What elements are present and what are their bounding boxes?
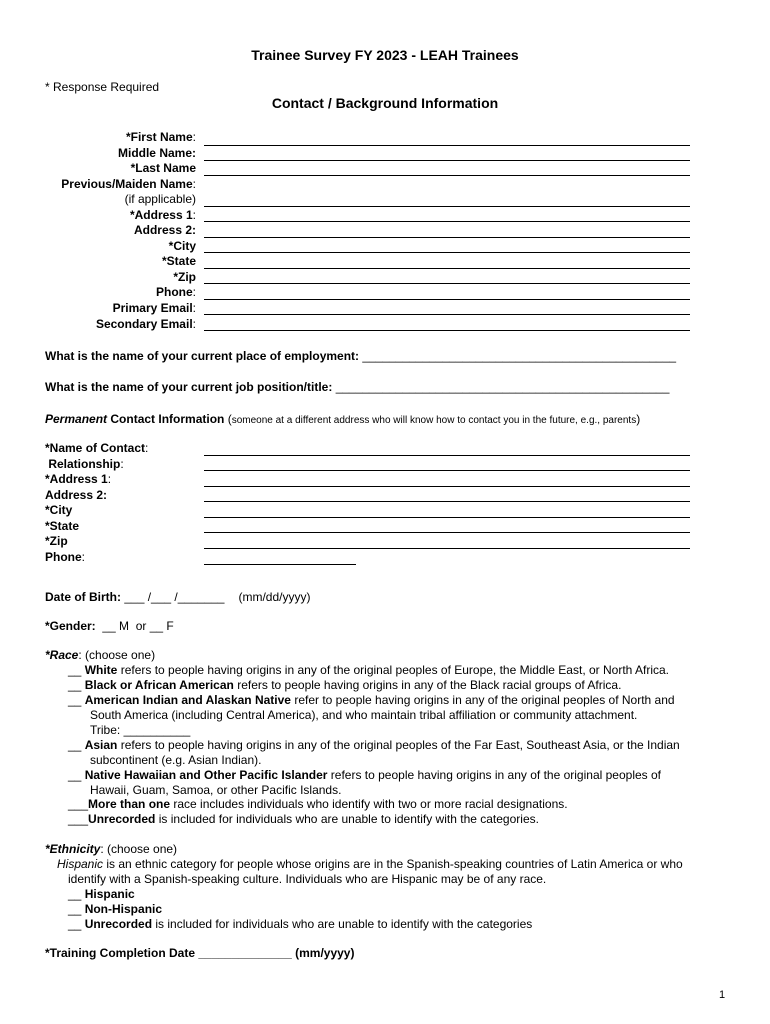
contact-address2-field[interactable] [204, 501, 690, 502]
primary-email-field[interactable] [204, 314, 690, 315]
race-aian-continuation: South America (including Central America), and who maintain tribal affiliation or community attachment. [90, 708, 638, 722]
middle-name-label: Middle Name: [117, 146, 196, 160]
race-asian-continuation: subcontinent (e.g. Asian Indian). [90, 753, 262, 767]
maiden-name-field[interactable] [204, 206, 690, 207]
contact-city-field[interactable] [204, 517, 690, 518]
ethnicity-description: Hispanic is an ethnic category for people whose origins are in the Spanish-speaking countries of Latin America or who [57, 857, 683, 871]
dob-question: Date of Birth: ___ /___ /_______ (mm/dd/yyyy) [45, 590, 311, 604]
ethnicity-option-unrecorded[interactable]: __ Unrecorded is included for individuals who are unable to identify with the categories [68, 917, 533, 931]
primary-email-label: Primary Email: [112, 301, 196, 315]
zip-field[interactable] [204, 283, 690, 284]
employment-place-blank[interactable]: _______________________________________________ [362, 349, 677, 363]
contact-zip-label: *Zip [45, 534, 68, 548]
last-name-label: *Last Name [130, 161, 196, 175]
race-option-aian[interactable]: __ American Indian and Alaskan Native refer to people having origins in any of the original peoples of North and [68, 693, 675, 707]
race-option-unrecorded[interactable]: ___Unrecorded is included for individuals who are unable to identify with the categories. [68, 812, 539, 826]
contact-state-label: *State [45, 519, 80, 533]
address1-label: *Address 1: [129, 208, 196, 222]
training-completion-question[interactable]: *Training Completion Date ______________ (mm/yyyy) [45, 946, 355, 960]
section-title: Contact / Background Information [271, 95, 499, 111]
race-question: *Race: (choose one) [45, 648, 156, 662]
race-option-asian[interactable]: __ Asian refers to people having origins in any of the original peoples of the Far East, Southeast Asia, or the Indian [68, 738, 680, 752]
employment-place-question: What is the name of your current place of employment: _______________________________________________ [45, 349, 677, 363]
ethnicity-option-non-hispanic[interactable]: __ Non-Hispanic [68, 902, 163, 916]
contact-address1-field[interactable] [204, 486, 690, 487]
last-name-field[interactable] [204, 175, 690, 176]
document-title: Trainee Survey FY 2023 - LEAH Trainees [251, 47, 519, 63]
address2-label: Address 2: [133, 223, 196, 237]
contact-name-label: *Name of Contact: [45, 441, 149, 455]
secondary-email-field[interactable] [204, 330, 690, 331]
job-title-blank[interactable]: __________________________________________________ [335, 380, 670, 394]
gender-options[interactable]: __ M or __ F [102, 619, 174, 633]
contact-city-label: *City [45, 503, 73, 517]
ethnicity-option-hispanic[interactable]: __ Hispanic [68, 887, 135, 901]
city-field[interactable] [204, 252, 690, 253]
job-title-question: What is the name of your current job position/title: __________________________________________________ [45, 380, 670, 394]
state-label: *State [161, 254, 196, 268]
middle-name-field[interactable] [204, 160, 690, 161]
contact-phone-label: Phone: [45, 550, 86, 564]
race-option-nhpi[interactable]: __ Native Hawaiian and Other Pacific Islander refers to people having origins in any of the original peoples of [68, 768, 661, 782]
gender-question: *Gender: __ M or __ F [45, 619, 174, 633]
secondary-email-label: Secondary Email: [95, 317, 196, 331]
permanent-contact-heading: Permanent Contact Information (someone at a different address who will know how to contact you in the future, e.g., parents) [45, 412, 641, 426]
contact-address2-label: Address 2: [45, 488, 108, 502]
race-option-more-than-one[interactable]: ___More than one race includes individuals who identify with two or more racial designations. [68, 797, 568, 811]
relationship-field[interactable] [204, 470, 690, 471]
phone-field[interactable] [204, 299, 690, 300]
address2-field[interactable] [204, 237, 690, 238]
race-option-white[interactable]: __ White refers to people having origins in any of the original peoples of Europe, the Middle East, or North Africa. [68, 663, 670, 677]
page-number: 1 [719, 989, 726, 1001]
maiden-name-note: (if applicable) [124, 192, 196, 206]
zip-label: *Zip [173, 270, 196, 284]
dob-blank[interactable]: ___ /___ /_______ [124, 590, 225, 604]
state-field[interactable] [204, 268, 690, 269]
address1-field[interactable] [204, 221, 690, 222]
first-name-label: *First Name: [125, 130, 196, 144]
contact-phone-field[interactable] [204, 564, 356, 565]
contact-zip-field[interactable] [204, 548, 690, 549]
response-required-note: * Response Required [45, 80, 160, 94]
relationship-label: Relationship: [45, 457, 124, 471]
ethnicity-description-cont: identify with a Spanish-speaking culture. Individuals who are Hispanic may be of any race. [68, 872, 547, 886]
contact-address1-label: *Address 1: [45, 472, 112, 486]
first-name-field[interactable] [204, 145, 690, 146]
maiden-name-label: Previous/Maiden Name: [61, 177, 196, 191]
city-label: *City [168, 239, 196, 253]
tribe-field[interactable]: Tribe: __________ [90, 723, 191, 737]
ethnicity-question: *Ethnicity: (choose one) [45, 842, 178, 856]
race-nhpi-continuation: Hawaii, Guam, Samoa, or other Pacific Islands. [90, 783, 342, 797]
phone-label: Phone: [155, 285, 196, 299]
contact-name-field[interactable] [204, 455, 690, 456]
contact-state-field[interactable] [204, 532, 690, 533]
race-option-black[interactable]: __ Black or African American refers to people having origins in any of the Black racial groups of Africa. [68, 678, 622, 692]
